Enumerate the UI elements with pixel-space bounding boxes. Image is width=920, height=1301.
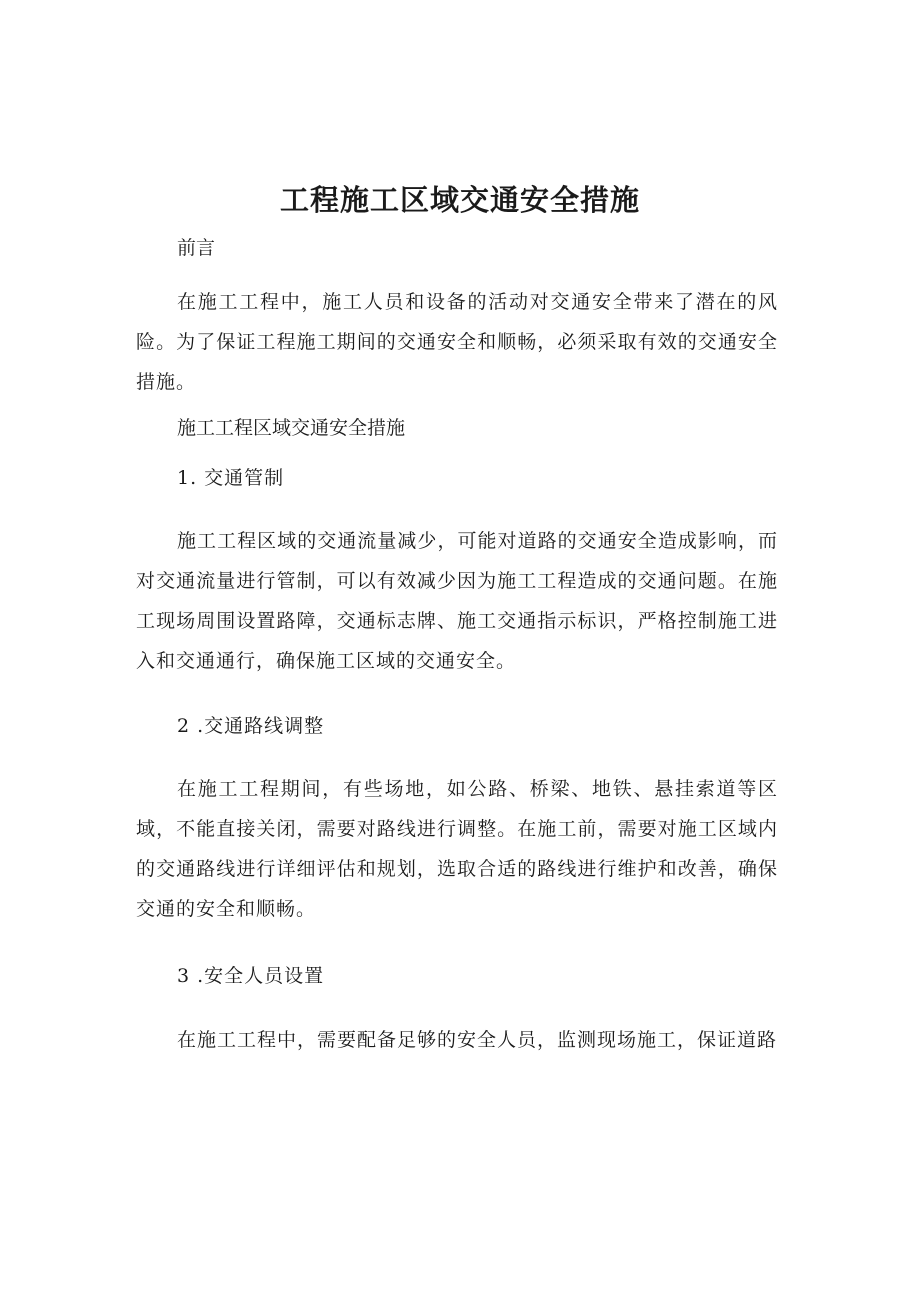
item-1-heading: 1. 交通管制 (177, 467, 285, 489)
item-3-heading: 3 .安全人员设置 (177, 965, 325, 987)
preface-label: 前言 (177, 237, 216, 259)
item-2-paragraph: 在施工工程期间，有些场地，如公路、桥梁、地铁、悬挂索道等区域，不能直接关闭，需要对路线进行调整。在施工前，需要对施工区域内的交通路线进行详细评估和规划，选取合适的路线进行维护和改善，确保交通的安全和顺畅。 (136, 778, 778, 920)
item-2-heading: 2 .交通路线调整 (177, 715, 325, 737)
item-3-paragraph: 在施工工程中，需要配备足够的安全人员，监测现场施工，保证道路 (177, 1029, 778, 1051)
item-1-paragraph: 施工工程区域的交通流量减少，可能对道路的交通安全造成影响，而对交通流量进行管制，可以有效减少因为施工工程造成的交通问题。在施工现场周围设置路障，交通标志牌、施工交通指示标识，严格控制施工进入和交通通行，确保施工区域的交通安全。 (136, 530, 778, 672)
document-title: 工程施工区域交通安全措施 (279, 183, 640, 217)
section-title: 施工工程区域交通安全措施 (177, 417, 406, 439)
preface-paragraph: 在施工工程中，施工人员和设备的活动对交通安全带来了潜在的风险。为了保证工程施工期间的交通安全和顺畅，必须采取有效的交通安全措施。 (136, 291, 778, 393)
